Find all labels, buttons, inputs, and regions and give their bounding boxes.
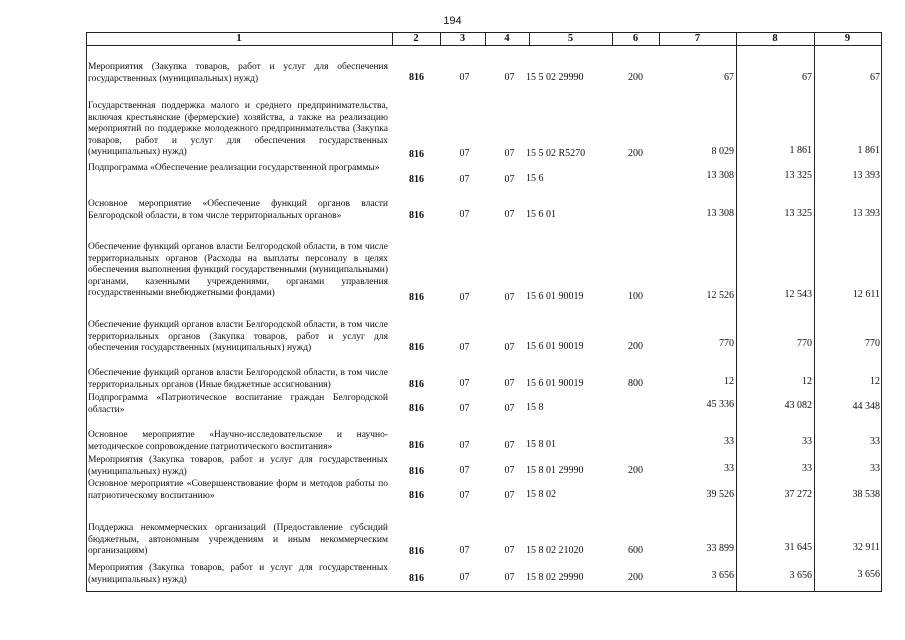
cell-amount-2: 3 656 bbox=[789, 570, 812, 581]
cell-section: 07 bbox=[459, 209, 470, 220]
row-description: Обеспечение функций органов власти Белгородской области, в том числе территориальных органов (Закупка товаров, работ и услуг для обеспечения государственных (муниципальных) нужд) bbox=[88, 320, 388, 354]
cell-amount-2: 37 272 bbox=[784, 489, 812, 500]
cell-amount-3: 67 bbox=[870, 72, 880, 83]
cell-chapter: 816 bbox=[409, 174, 424, 185]
cell-section: 07 bbox=[459, 342, 470, 353]
row-description: Подпрограмма «Патриотическое воспитание граждан Белгородской области» bbox=[88, 393, 388, 415]
header-col-8: 8 bbox=[772, 33, 778, 44]
cell-chapter: 816 bbox=[409, 292, 424, 303]
cell-amount-1: 13 308 bbox=[706, 208, 734, 219]
cell-amount-3: 3 656 bbox=[857, 569, 880, 580]
cell-amount-3: 32 911 bbox=[852, 542, 880, 553]
header-col-2: 2 bbox=[413, 33, 419, 44]
cell-section: 07 bbox=[459, 465, 470, 476]
header-bottom-border bbox=[86, 45, 882, 46]
cell-target-article: 15 5 02 R5270 bbox=[526, 148, 586, 159]
cell-target-article: 15 6 01 90019 bbox=[526, 341, 584, 352]
row-description: Обеспечение функций органов власти Белгородской области, в том числе территориальных органов (Иные бюджетные ассигнования) bbox=[88, 368, 388, 390]
cell-expense-type: 200 bbox=[628, 465, 643, 476]
cell-amount-3: 33 bbox=[870, 436, 880, 447]
row-description: Поддержка некоммерческих организаций (Предоставление субсидий бюджетным, автономным учреждениям и иным некоммерческим организациям) bbox=[88, 523, 388, 557]
cell-amount-2: 12 543 bbox=[784, 289, 812, 300]
cell-subsection: 07 bbox=[504, 148, 515, 159]
header-col-4: 4 bbox=[504, 33, 510, 44]
table-bottom-border bbox=[86, 591, 882, 592]
cell-expense-type: 200 bbox=[628, 341, 643, 352]
cell-section: 07 bbox=[459, 378, 470, 389]
cell-amount-2: 43 082 bbox=[784, 400, 812, 411]
cell-chapter: 816 bbox=[409, 440, 424, 451]
cell-amount-2: 12 bbox=[802, 376, 812, 387]
cell-amount-1: 13 308 bbox=[706, 170, 734, 181]
row-description: Обеспечение функций органов власти Белгородской области, в том числе территориальных органов (Расходы на выплаты персоналу в целях обеспечения выполнения функций государственными (муниципальными) органами, казенными учреждениями, органами управления государственными внебюджетными фондами) bbox=[88, 242, 388, 299]
cell-expense-type: 100 bbox=[628, 291, 643, 302]
cell-expense-type: 600 bbox=[628, 545, 643, 556]
cell-chapter: 816 bbox=[409, 210, 424, 221]
row-description: Мероприятия (Закупка товаров, работ и услуг для государственных (муниципальных) нужд) bbox=[88, 563, 388, 585]
cell-section: 07 bbox=[459, 148, 470, 159]
cell-subsection: 07 bbox=[504, 440, 515, 451]
cell-section: 07 bbox=[459, 72, 470, 83]
cell-amount-1: 67 bbox=[724, 72, 734, 83]
cell-subsection: 07 bbox=[504, 490, 515, 501]
cell-amount-1: 12 526 bbox=[706, 290, 734, 301]
cell-amount-1: 39 526 bbox=[706, 489, 734, 500]
cell-expense-type: 800 bbox=[628, 378, 643, 389]
cell-chapter: 816 bbox=[409, 573, 424, 584]
cell-subsection: 07 bbox=[504, 465, 515, 476]
cell-subsection: 07 bbox=[504, 545, 515, 556]
cell-section: 07 bbox=[459, 174, 470, 185]
col-divider bbox=[814, 32, 815, 592]
header-col-5: 5 bbox=[567, 33, 574, 44]
row-description: Основное мероприятие «Совершенствование форм и методов работы по патриотическому воспитанию» bbox=[88, 479, 388, 501]
cell-amount-2: 13 325 bbox=[784, 170, 812, 181]
cell-target-article: 15 8 bbox=[526, 402, 544, 413]
cell-subsection: 07 bbox=[504, 378, 515, 389]
cell-chapter: 816 bbox=[409, 379, 424, 390]
cell-target-article: 15 8 02 bbox=[526, 489, 556, 500]
cell-section: 07 bbox=[459, 403, 470, 414]
cell-amount-2: 67 bbox=[802, 72, 812, 83]
cell-target-article: 15 8 01 29990 bbox=[526, 465, 584, 476]
cell-amount-2: 770 bbox=[797, 338, 812, 349]
row-description: Государственная поддержка малого и среднего предпринимательства, включая крестьянские (фермерские) хозяйства, а также на реализацию мероприятий по поддержке молодежного предпринимательства (Закупка товаров, работ и услуг для обеспечения государственных (муниципальных) нужд) bbox=[88, 101, 388, 158]
cell-section: 07 bbox=[459, 572, 470, 583]
cell-amount-2: 1 861 bbox=[789, 145, 812, 156]
cell-amount-2: 13 325 bbox=[784, 208, 812, 219]
cell-subsection: 07 bbox=[504, 292, 515, 303]
col-divider bbox=[881, 32, 882, 592]
cell-chapter: 816 bbox=[409, 546, 424, 557]
cell-subsection: 07 bbox=[504, 72, 515, 83]
cell-target-article: 15 6 01 90019 bbox=[526, 378, 584, 389]
cell-chapter: 816 bbox=[409, 466, 424, 477]
row-description: Мероприятия (Закупка товаров, работ и услуг для обеспечения государственных (муниципальных) нужд) bbox=[88, 62, 388, 84]
cell-chapter: 816 bbox=[409, 490, 424, 501]
cell-subsection: 07 bbox=[504, 209, 515, 220]
cell-chapter: 816 bbox=[409, 72, 424, 83]
cell-amount-1: 770 bbox=[719, 338, 734, 349]
cell-target-article: 15 6 01 90019 bbox=[526, 291, 584, 302]
row-description: Мероприятия (Закупка товаров, работ и услуг для государственных (муниципальных) нужд) bbox=[88, 455, 388, 477]
cell-amount-3: 38 538 bbox=[852, 489, 880, 500]
cell-subsection: 07 bbox=[504, 572, 515, 583]
cell-target-article: 15 8 02 29990 bbox=[526, 572, 584, 583]
cell-target-article: 15 8 01 bbox=[526, 439, 556, 450]
cell-amount-1: 33 899 bbox=[706, 543, 734, 554]
cell-subsection: 07 bbox=[504, 174, 515, 185]
cell-chapter: 816 bbox=[409, 149, 424, 160]
cell-target-article: 15 5 02 29990 bbox=[526, 72, 584, 83]
cell-expense-type: 200 bbox=[628, 72, 643, 83]
cell-amount-1: 8 029 bbox=[711, 146, 734, 157]
cell-chapter: 816 bbox=[409, 403, 424, 414]
row-description: Основное мероприятие «Обеспечение функций органов власти Белгородской области, в том числе территориальных органов» bbox=[88, 199, 388, 221]
row-description: Основное мероприятие «Научно-исследовательское и научно-методическое сопровождение патриотического воспитания» bbox=[88, 430, 388, 452]
cell-section: 07 bbox=[459, 545, 470, 556]
cell-amount-1: 12 bbox=[724, 376, 734, 387]
col-divider bbox=[86, 32, 87, 592]
cell-amount-1: 33 bbox=[724, 463, 734, 474]
budget-table bbox=[86, 32, 882, 592]
cell-subsection: 07 bbox=[504, 342, 515, 353]
cell-section: 07 bbox=[459, 440, 470, 451]
cell-amount-3: 33 bbox=[870, 463, 880, 474]
cell-amount-3: 12 bbox=[870, 376, 880, 387]
cell-amount-3: 1 861 bbox=[857, 145, 880, 156]
cell-target-article: 15 8 02 21020 bbox=[526, 545, 584, 556]
header-col-3: 3 bbox=[459, 33, 466, 44]
cell-amount-1: 45 336 bbox=[706, 399, 734, 410]
cell-target-article: 15 6 01 bbox=[526, 209, 556, 220]
cell-target-article: 15 6 bbox=[526, 173, 544, 184]
cell-amount-3: 770 bbox=[865, 338, 880, 349]
cell-amount-3: 13 393 bbox=[852, 170, 880, 181]
header-col-6: 6 bbox=[632, 33, 639, 44]
cell-amount-3: 12 611 bbox=[852, 289, 880, 300]
cell-subsection: 07 bbox=[504, 403, 515, 414]
header-col-7: 7 bbox=[694, 33, 701, 44]
col-divider bbox=[736, 32, 737, 592]
cell-amount-2: 31 645 bbox=[784, 542, 812, 553]
page-number: 194 bbox=[443, 15, 462, 27]
cell-section: 07 bbox=[459, 490, 470, 501]
cell-section: 07 bbox=[459, 292, 470, 303]
cell-chapter: 816 bbox=[409, 342, 424, 353]
cell-amount-3: 13 393 bbox=[852, 208, 880, 219]
cell-expense-type: 200 bbox=[628, 572, 643, 583]
cell-amount-1: 3 656 bbox=[711, 570, 734, 581]
row-description: Подпрограмма «Обеспечение реализации государственной программы» bbox=[88, 163, 380, 173]
cell-amount-2: 33 bbox=[802, 463, 812, 474]
cell-amount-1: 33 bbox=[724, 436, 734, 447]
cell-amount-3: 44 348 bbox=[852, 401, 880, 412]
header-col-9: 9 bbox=[844, 33, 851, 44]
cell-amount-2: 33 bbox=[802, 436, 812, 447]
header-col-1: 1 bbox=[236, 33, 242, 44]
cell-expense-type: 200 bbox=[628, 148, 643, 159]
